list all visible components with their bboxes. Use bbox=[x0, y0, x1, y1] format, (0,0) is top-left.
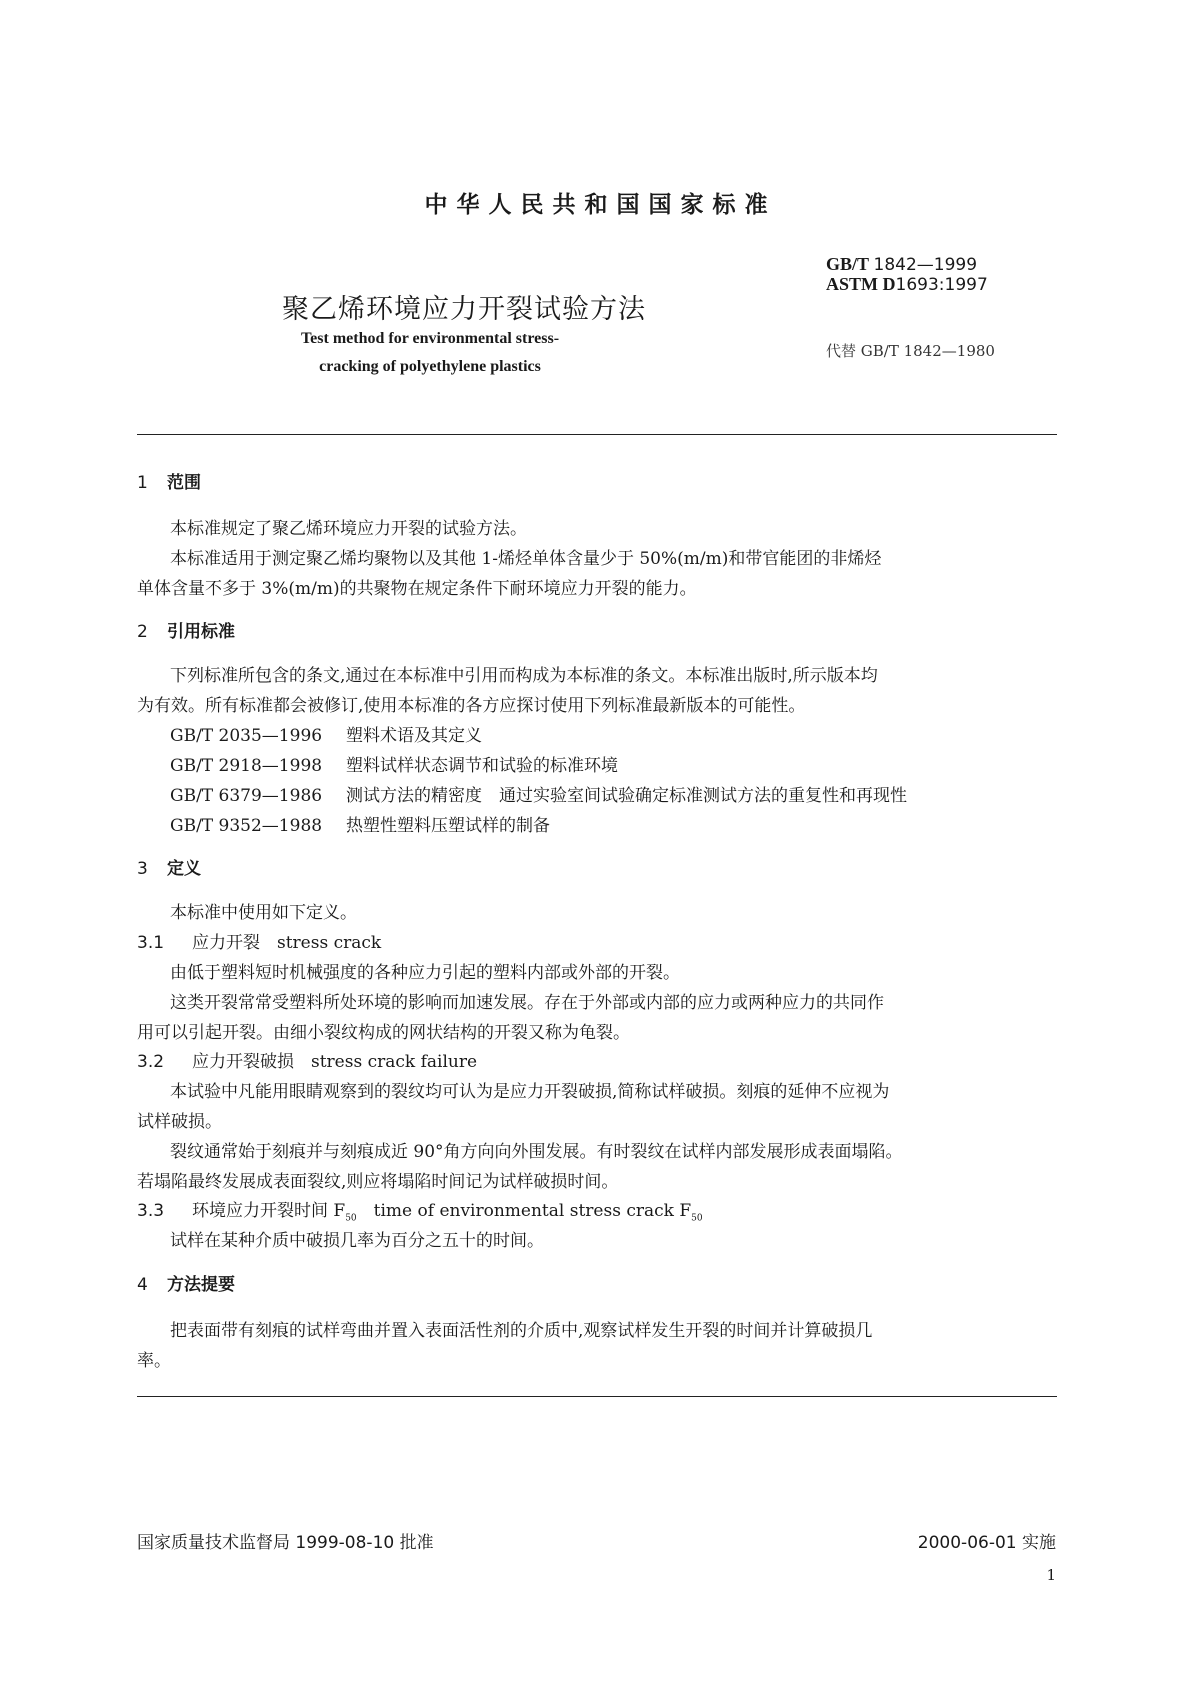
definition-3-2-para-2-line2: 若塌陷最终发展成表面裂纹,则应将塌陷时间记为试样破损时间。 bbox=[137, 1172, 619, 1192]
definition-3-3-number: 3.3 bbox=[137, 1201, 165, 1221]
definition-3-2-para-1-line2: 试样破损。 bbox=[137, 1112, 222, 1132]
reference-item bbox=[170, 781, 907, 806]
definition-3-3-label-en: time of environmental stress crack F bbox=[356, 1201, 692, 1221]
definition-3-1-para-2-line1: 这类开裂常常受塑料所处环境的影响而加速发展。存在于外部或内部的应力或两种应力的共同作 bbox=[170, 993, 884, 1013]
definition-3-3-para: 试样在某种介质中破损几率为百分之五十的时间。 bbox=[170, 1231, 544, 1251]
definition-3-2-term bbox=[137, 1047, 477, 1072]
definition-3-1-label: 应力开裂 stress crack bbox=[192, 933, 382, 953]
section-3-title: 定义 bbox=[167, 859, 201, 879]
header-divider bbox=[137, 434, 1057, 435]
astm-code-prefix: ASTM D bbox=[826, 274, 896, 294]
reference-item bbox=[170, 751, 618, 776]
section-1-para-1: 本标准规定了聚乙烯环境应力开裂的试验方法。 bbox=[170, 519, 527, 539]
section-4-number: 4 bbox=[137, 1275, 148, 1295]
definition-3-1-term bbox=[137, 928, 381, 953]
definition-3-3-label-cn: 环境应力开裂时间 F bbox=[192, 1201, 346, 1221]
section-2-para-line2: 为有效。所有标准都会被修订,使用本标准的各方应探讨使用下列标准最新版本的可能性。 bbox=[137, 696, 806, 716]
standard-code-prefix: GB/T bbox=[826, 254, 870, 274]
reference-code: GB/T 2918—1998 bbox=[170, 756, 323, 776]
standard-code-number: 1842—1999 bbox=[873, 255, 978, 275]
definition-3-1-para-2-line2: 用可以引起开裂。由细小裂纹构成的网状结构的开裂又称为龟裂。 bbox=[137, 1023, 630, 1043]
section-4-para-line1: 把表面带有刻痕的试样弯曲并置入表面活性剂的介质中,观察试样发生开裂的时间并计算破损几 bbox=[170, 1321, 873, 1341]
section-1-para-2-line2: 单体含量不多于 3%(m/m)的共聚物在规定条件下耐环境应力开裂的能力。 bbox=[137, 579, 697, 599]
definition-3-2-number: 3.2 bbox=[137, 1052, 165, 1072]
reference-item bbox=[170, 811, 550, 836]
section-1-para-2-line1: 本标准适用于测定聚乙烯均聚物以及其他 1-烯烃单体含量少于 50%(m/m)和带官能团的非烯烃 bbox=[170, 549, 882, 569]
section-1-heading bbox=[137, 468, 201, 493]
section-3-intro: 本标准中使用如下定义。 bbox=[170, 903, 357, 923]
section-2-para-line1: 下列标准所包含的条文,通过在本标准中引用而构成为本标准的条文。本标准出版时,所示版本均 bbox=[170, 666, 878, 686]
replaces-standard: 代替 GB/T 1842—1980 bbox=[826, 342, 995, 360]
definition-3-2-para-2-line1: 裂纹通常始于刻痕并与刻痕成近 90°角方向向外围发展。有时裂纹在试样内部发展形成表面塌陷。 bbox=[170, 1142, 903, 1162]
section-2-title: 引用标准 bbox=[167, 622, 235, 642]
reference-title: 塑料试样状态调节和试验的标准环境 bbox=[346, 756, 618, 776]
reference-title: 测试方法的精密度 通过实验室间试验确定标准测试方法的重复性和再现性 bbox=[346, 786, 907, 806]
section-1-number: 1 bbox=[137, 473, 148, 493]
page-number: 1 bbox=[1046, 1566, 1056, 1584]
approval-date: 国家质量技术监督局 1999-08-10 批准 bbox=[137, 1533, 434, 1553]
document-title-en-line1: Test method for environmental stress- bbox=[300, 330, 560, 347]
reference-title: 热塑性塑料压塑试样的制备 bbox=[346, 816, 550, 836]
section-2-heading bbox=[137, 617, 235, 642]
document-title-cn: 聚乙烯环境应力开裂试验方法 bbox=[282, 294, 646, 325]
standard-code bbox=[826, 254, 977, 275]
definition-3-2-label: 应力开裂破损 stress crack failure bbox=[192, 1052, 478, 1072]
definition-3-2-para-1-line1: 本试验中凡能用眼睛观察到的裂纹均可认为是应力开裂破损,简称试样破损。刻痕的延伸不应视为 bbox=[170, 1082, 890, 1102]
section-4-heading bbox=[137, 1270, 235, 1295]
implementation-date: 2000-06-01 实施 bbox=[917, 1533, 1056, 1553]
astm-code-number: 1693:1997 bbox=[895, 275, 988, 295]
national-standard-heading: 中华人民共和国国家标准 bbox=[424, 192, 777, 218]
reference-code: GB/T 6379—1986 bbox=[170, 786, 323, 806]
astm-code bbox=[826, 274, 988, 295]
section-2-number: 2 bbox=[137, 622, 148, 642]
reference-code: GB/T 2035—1996 bbox=[170, 726, 323, 746]
definition-3-1-para-1: 由低于塑料短时机械强度的各种应力引起的塑料内部或外部的开裂。 bbox=[170, 963, 680, 983]
document-title-en-line2: cracking of polyethylene plastics bbox=[319, 358, 541, 375]
definition-3-3-subscript: 50 bbox=[345, 1213, 357, 1224]
section-3-number: 3 bbox=[137, 859, 148, 879]
definition-3-3-subscript-en: 50 bbox=[691, 1213, 703, 1224]
section-3-heading bbox=[137, 854, 201, 879]
section-1-title: 范围 bbox=[167, 473, 201, 493]
reference-item bbox=[170, 721, 482, 746]
section-4-para-line2: 率。 bbox=[137, 1351, 171, 1371]
section-4-title: 方法提要 bbox=[167, 1275, 235, 1295]
definition-3-3-term bbox=[137, 1196, 703, 1223]
definition-3-1-number: 3.1 bbox=[137, 933, 165, 953]
reference-title: 塑料术语及其定义 bbox=[346, 726, 482, 746]
footer-divider bbox=[137, 1396, 1057, 1397]
reference-code: GB/T 9352—1988 bbox=[170, 816, 323, 836]
